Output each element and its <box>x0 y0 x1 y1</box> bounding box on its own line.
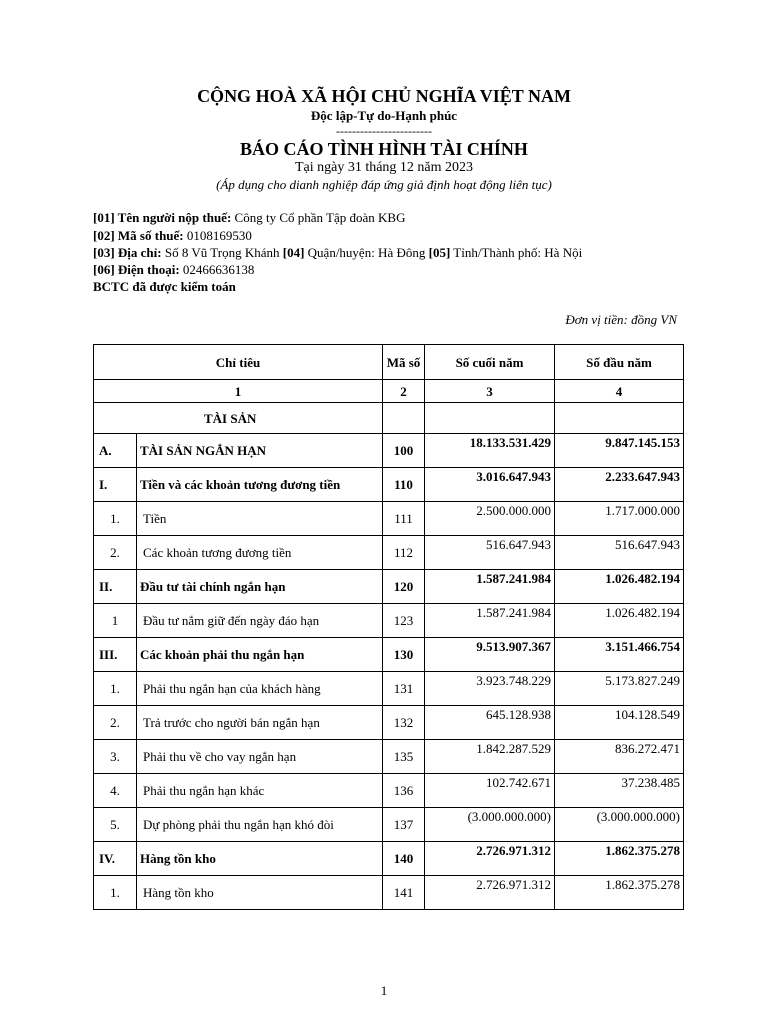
row-code: 140 <box>383 842 425 876</box>
motto: Độc lập-Tự do-Hạnh phúc <box>310 108 458 123</box>
table-row <box>94 774 684 808</box>
country-heading: CỘNG HOÀ XÃ HỘI CHỦ NGHĨA VIỆT NAM <box>197 86 571 106</box>
row-index: III. <box>94 638 137 672</box>
row-beginning-of-year: 1.026.482.194 <box>555 604 684 638</box>
empty-cell <box>555 403 684 434</box>
row-beginning-of-year: 1.862.375.278 <box>555 842 684 876</box>
row-code: 111 <box>383 502 425 536</box>
row-end-of-year: 3.016.647.943 <box>425 468 555 502</box>
row-index: 1 <box>94 604 137 638</box>
row-name: Phải thu về cho vay ngắn hạn <box>137 740 383 774</box>
table-row <box>94 604 684 638</box>
row-end-of-year: 2.726.971.312 <box>425 876 555 910</box>
row-code: 112 <box>383 536 425 570</box>
table-row <box>94 570 684 604</box>
table-row <box>94 536 684 570</box>
row-index: 1. <box>94 502 137 536</box>
audit-status-line <box>93 279 236 295</box>
row-end-of-year: 1.587.241.984 <box>425 570 555 604</box>
column-number-2: 2 <box>383 380 425 403</box>
table-row <box>94 434 684 468</box>
row-index: IV. <box>94 842 137 876</box>
row-index: II. <box>94 570 137 604</box>
row-beginning-of-year: 2.233.647.943 <box>555 468 684 502</box>
row-index: 1. <box>94 876 137 910</box>
table-body <box>94 434 684 910</box>
row-end-of-year: 2.500.000.000 <box>425 502 555 536</box>
row-index: 3. <box>94 740 137 774</box>
row-index: A. <box>94 434 137 468</box>
row-end-of-year: 1.587.241.984 <box>425 604 555 638</box>
row-name: Các khoản tương đương tiền <box>137 536 383 570</box>
row-end-of-year: 3.923.748.229 <box>425 672 555 706</box>
row-code: 141 <box>383 876 425 910</box>
column-number-4: 4 <box>555 380 684 403</box>
row-beginning-of-year: 1.862.375.278 <box>555 876 684 910</box>
province-value: Tỉnh/Thành phố: Hà Nội <box>450 245 583 260</box>
header-beginning-of-year: Số đầu năm <box>555 345 684 380</box>
balance-sheet-table <box>93 344 684 910</box>
row-name: Tiền <box>137 502 383 536</box>
row-name: Dự phòng phải thu ngắn hạn khó đòi <box>137 808 383 842</box>
row-end-of-year: (3.000.000.000) <box>425 808 555 842</box>
row-end-of-year: 18.133.531.429 <box>425 434 555 468</box>
table-row <box>94 740 684 774</box>
district-value: Quận/huyện: Hà Đông <box>304 245 429 260</box>
section-title: TÀI SẢN <box>94 403 383 434</box>
table-row <box>94 672 684 706</box>
report-title: BÁO CÁO TÌNH HÌNH TÀI CHÍNH <box>240 139 528 159</box>
row-code: 123 <box>383 604 425 638</box>
row-code: 131 <box>383 672 425 706</box>
row-beginning-of-year: 1.026.482.194 <box>555 570 684 604</box>
taxpayer-name-value: Công ty Cổ phần Tập đoàn KBG <box>231 210 406 225</box>
row-index: 4. <box>94 774 137 808</box>
row-end-of-year: 9.513.907.367 <box>425 638 555 672</box>
row-beginning-of-year: 516.647.943 <box>555 536 684 570</box>
row-index: 2. <box>94 706 137 740</box>
taxpayer-name-label: [01] Tên người nộp thuế: <box>93 210 232 225</box>
row-code: 100 <box>383 434 425 468</box>
row-beginning-of-year: 104.128.549 <box>555 706 684 740</box>
table-header-row <box>94 345 684 380</box>
row-beginning-of-year: 836.272.471 <box>555 740 684 774</box>
row-end-of-year: 102.742.671 <box>425 774 555 808</box>
table-row <box>94 706 684 740</box>
row-name: Các khoản phải thu ngắn hạn <box>137 638 383 672</box>
report-note: (Áp dụng cho dianh nghiệp đáp ứng giả định hoạt động liên tục) <box>216 177 552 192</box>
row-code: 135 <box>383 740 425 774</box>
currency-unit: Đơn vị tiền: đồng VN <box>565 312 677 327</box>
row-name: Hàng tồn kho <box>137 842 383 876</box>
address-value: Số 8 Vũ Trọng Khánh <box>161 245 283 260</box>
row-code: 137 <box>383 808 425 842</box>
table-row <box>94 502 684 536</box>
row-name: Đầu tư nắm giữ đến ngày đáo hạn <box>137 604 383 638</box>
row-name: Hàng tồn kho <box>137 876 383 910</box>
address-label: [03] Địa chỉ: <box>93 245 162 260</box>
audit-status: BCTC đã được kiểm toán <box>93 279 236 294</box>
column-number-1: 1 <box>94 380 383 403</box>
row-name: Phải thu ngắn hạn của khách hàng <box>137 672 383 706</box>
section-row <box>94 403 684 434</box>
page-number: 1 <box>380 983 388 998</box>
row-index: 1. <box>94 672 137 706</box>
table-row <box>94 808 684 842</box>
row-beginning-of-year: 9.847.145.153 <box>555 434 684 468</box>
phone-value: 02466636138 <box>179 262 255 277</box>
table-row <box>94 876 684 910</box>
row-end-of-year: 645.128.938 <box>425 706 555 740</box>
row-index: 5. <box>94 808 137 842</box>
row-index: I. <box>94 468 137 502</box>
row-name: Trả trước cho người bán ngắn hạn <box>137 706 383 740</box>
header-end-of-year: Số cuối năm <box>425 345 555 380</box>
row-name: Tiền và các khoản tương đương tiền <box>137 468 383 502</box>
table-row <box>94 638 684 672</box>
table-row <box>94 842 684 876</box>
row-index: 2. <box>94 536 137 570</box>
row-code: 120 <box>383 570 425 604</box>
address-line <box>93 245 582 261</box>
empty-cell <box>425 403 555 434</box>
row-end-of-year: 516.647.943 <box>425 536 555 570</box>
table-row <box>94 468 684 502</box>
phone-label: [06] Điện thoại: <box>93 262 180 277</box>
row-code: 132 <box>383 706 425 740</box>
empty-cell <box>383 403 425 434</box>
tax-code-label: [02] Mã số thuế: <box>93 228 184 243</box>
row-code: 136 <box>383 774 425 808</box>
tax-code-value: 0108169530 <box>183 228 252 243</box>
header-code: Mã số <box>383 345 425 380</box>
column-number-3: 3 <box>425 380 555 403</box>
report-date: Tại ngày 31 tháng 12 năm 2023 <box>294 160 474 175</box>
row-name: TÀI SẢN NGẮN HẠN <box>137 434 383 468</box>
phone-line <box>93 262 254 278</box>
row-name: Đầu tư tài chính ngắn hạn <box>137 570 383 604</box>
row-end-of-year: 2.726.971.312 <box>425 842 555 876</box>
column-number-row <box>94 380 684 403</box>
taxpayer-name-line <box>93 210 405 226</box>
header-item: Chỉ tiêu <box>94 345 383 380</box>
row-name: Phải thu ngắn hạn khác <box>137 774 383 808</box>
row-code: 110 <box>383 468 425 502</box>
row-end-of-year: 1.842.287.529 <box>425 740 555 774</box>
row-beginning-of-year: 1.717.000.000 <box>555 502 684 536</box>
row-beginning-of-year: 3.151.466.754 <box>555 638 684 672</box>
row-beginning-of-year: 5.173.827.249 <box>555 672 684 706</box>
row-code: 130 <box>383 638 425 672</box>
district-label: [04] <box>282 245 305 260</box>
row-beginning-of-year: 37.238.485 <box>555 774 684 808</box>
row-beginning-of-year: (3.000.000.000) <box>555 808 684 842</box>
tax-code-line <box>93 228 252 244</box>
province-label: [05] <box>428 245 451 260</box>
divider-dashes: ------------------------ <box>336 124 432 138</box>
